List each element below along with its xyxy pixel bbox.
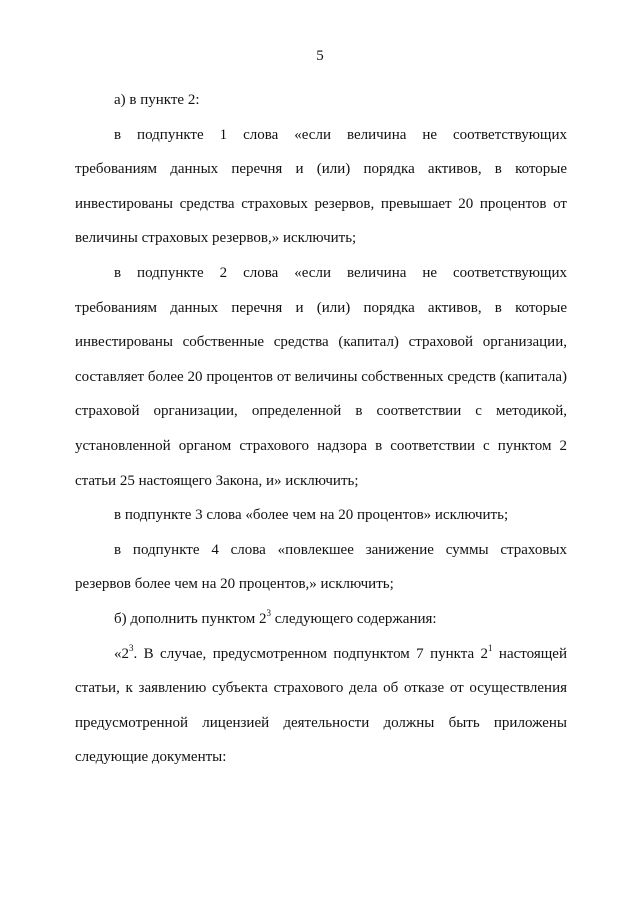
new-point-number: «2	[114, 645, 129, 662]
paragraph-subitem-3: в подпункте 3 слова «более чем на 20 процентов» исключить;	[114, 507, 509, 524]
paragraph-subitem-2: в подпункте 2 слова «если величина не соответствующих требованиям данных перечня и (или) порядка активов, в которые инвестированы собственные средства (капитал) страховой организации, составляет более 20 процентов от величины собственных средств (капитала) страховой организации, определенной в соответствии с методикой, установленной органом страхового надзора в соответствии с пунктом 2 статьи 25 настоящего Закона, и» исключить;	[75, 264, 567, 489]
superscript-1: 1	[488, 642, 493, 653]
paragraph-item-a: а) в пункте 2:	[114, 92, 200, 108]
new-point-text: . В случае, предусмотренном подпунктом 7 пункта 2	[133, 645, 489, 662]
paragraph-subitem-1: в подпункте 1 слова «если величина не соответствующих требованиям данных перечня и (или) порядка активов, в которые инвестированы средства страховых резервов, превышает 20 процентов от величины страховых резервов,» исключить;	[75, 126, 567, 247]
paragraph-item-b-text: б) дополнить пунктом 2	[114, 610, 267, 627]
paragraph-new-point	[75, 637, 567, 775]
paragraph-item-b	[75, 602, 567, 637]
paragraph-item-b-text-end: следующего содержания:	[270, 610, 437, 627]
new-point-text-end: настоящей статьи, к заявлению субъекта страхового дела об отказе от осуществления предусмотренной лицензией деятельности должны быть приложены следующие документы:	[75, 645, 567, 766]
superscript-3: 3	[266, 607, 271, 618]
paragraph-subitem-4: в подпункте 4 слова «повлекшее занижение суммы страховых резервов более чем на 20 процентов,» исключить;	[75, 541, 567, 593]
superscript-3: 3	[129, 642, 134, 653]
document-body	[75, 83, 567, 775]
page-number: 5	[316, 48, 324, 64]
